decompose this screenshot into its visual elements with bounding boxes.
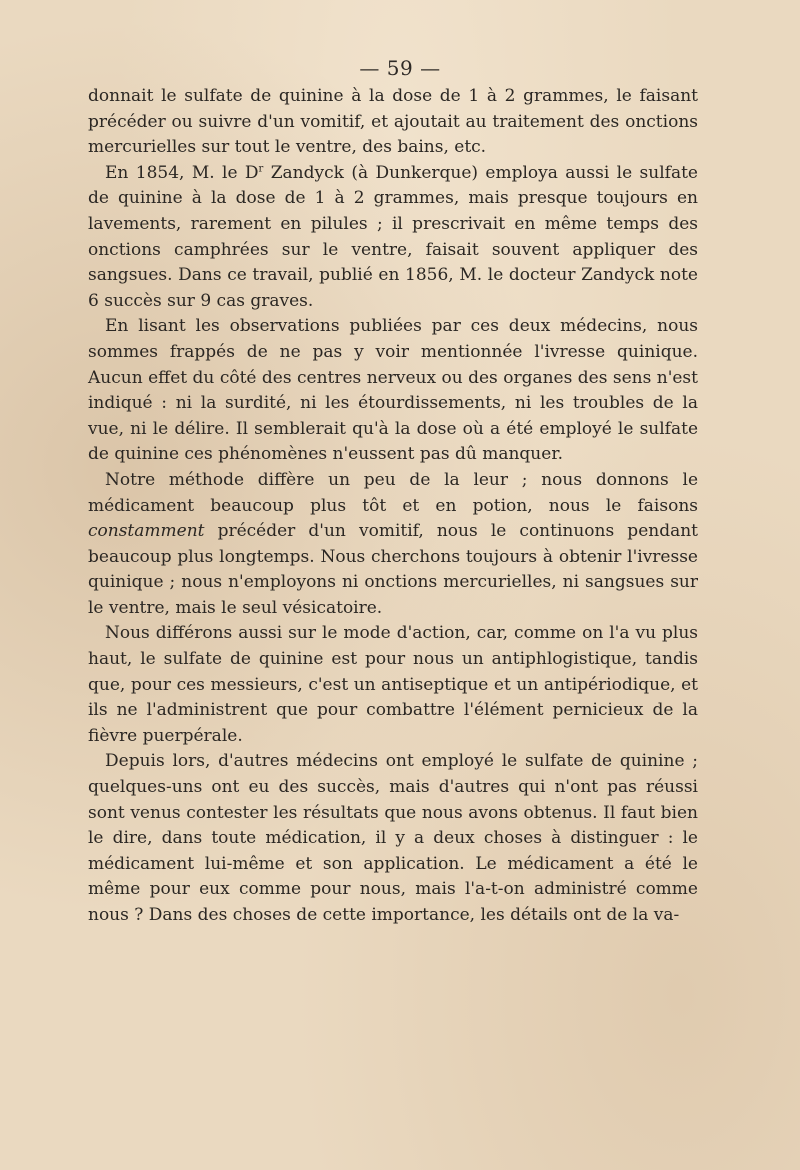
paragraph-text: Depuis lors, d'autres médecins ont employé le sulfate de quinine ; quelques-uns ont eu des succès, mais d'autres qui n'ont pas réussi sont venus contester les résultats que nous avons obtenus. Il faut bien le dire, dans toute médication, il y a deux choses à distinguer : le médicament lui-même et son application. Le médicament a été le même pour eux comme pour nous, mais l'a-t-on administré comme nous ? Dans des choses de cette importance, les détails ont de la va- <box>88 751 698 925</box>
paragraph-text-start: En 1854, M. le D <box>105 162 259 183</box>
paragraph <box>88 84 698 161</box>
superscript: r <box>258 163 264 175</box>
italic-word: constamment <box>88 521 205 542</box>
paragraph-text-start: Notre méthode diffère un peu de la leur ; nous donnons le médicament beaucoup plus tôt et en potion, nous le faisons <box>88 469 698 516</box>
paragraph-text-end: Zandyck (à Dunkerque) employa aussi le sulfate de quinine à la dose de 1 à 2 grammes, mais presque toujours en lavements, rarement en pilules ; il prescrivait en même temps des onctions camphrées sur le ventre, faisait souvent appliquer des sangsues. Dans ce travail, publié en 1856, M. le docteur Zandyck note 6 succès sur 9 cas graves. <box>88 162 698 311</box>
paragraph-text: En lisant les observations publiées par ces deux médecins, nous sommes frappés de ne pas y voir mentionnée l'ivresse quinique. Aucun effet du côté des centres nerveux ou des organes des sens n'est indiqué : ni la surdité, ni les étourdissements, ni les troubles de la vue, ni le délire. Il semblerait qu'à la dose où a été employé le sulfate de quinine ces phénomènes n'eussent pas dû manquer. <box>88 316 698 465</box>
paragraph <box>88 621 698 749</box>
paragraph-text: donnait le sulfate de quinine à la dose de 1 à 2 grammes, le faisant précéder ou suivre d'un vomitif, et ajoutait au traitement des onctions mercurielles sur tout le ventre, des bains, etc. <box>88 86 698 158</box>
paragraph <box>88 314 698 468</box>
page-number: — 59 — <box>359 56 441 80</box>
paragraph <box>88 749 698 928</box>
paragraph-text: Nous différons aussi sur le mode d'action, car, comme on l'a vu plus haut, le sulfate de quinine est pour nous un antiphlogistique, tandis que, pour ces messieurs, c'est un antiseptique et un antipériodique, et ils ne l'administrent que pour combattre l'élément pernicieux de la fièvre puerpérale. <box>88 623 698 746</box>
paragraph <box>88 161 698 315</box>
paragraph-text-end: précéder d'un vomitif, nous le continuons pendant beaucoup plus longtemps. Nous cherchons toujours à obtenir l'ivresse quinique ; nous n'employons ni onctions mercurielles, ni sangsues sur le ventre, mais le seul vésicatoire. <box>88 521 698 618</box>
body-text <box>88 84 698 929</box>
paragraph <box>88 468 698 622</box>
